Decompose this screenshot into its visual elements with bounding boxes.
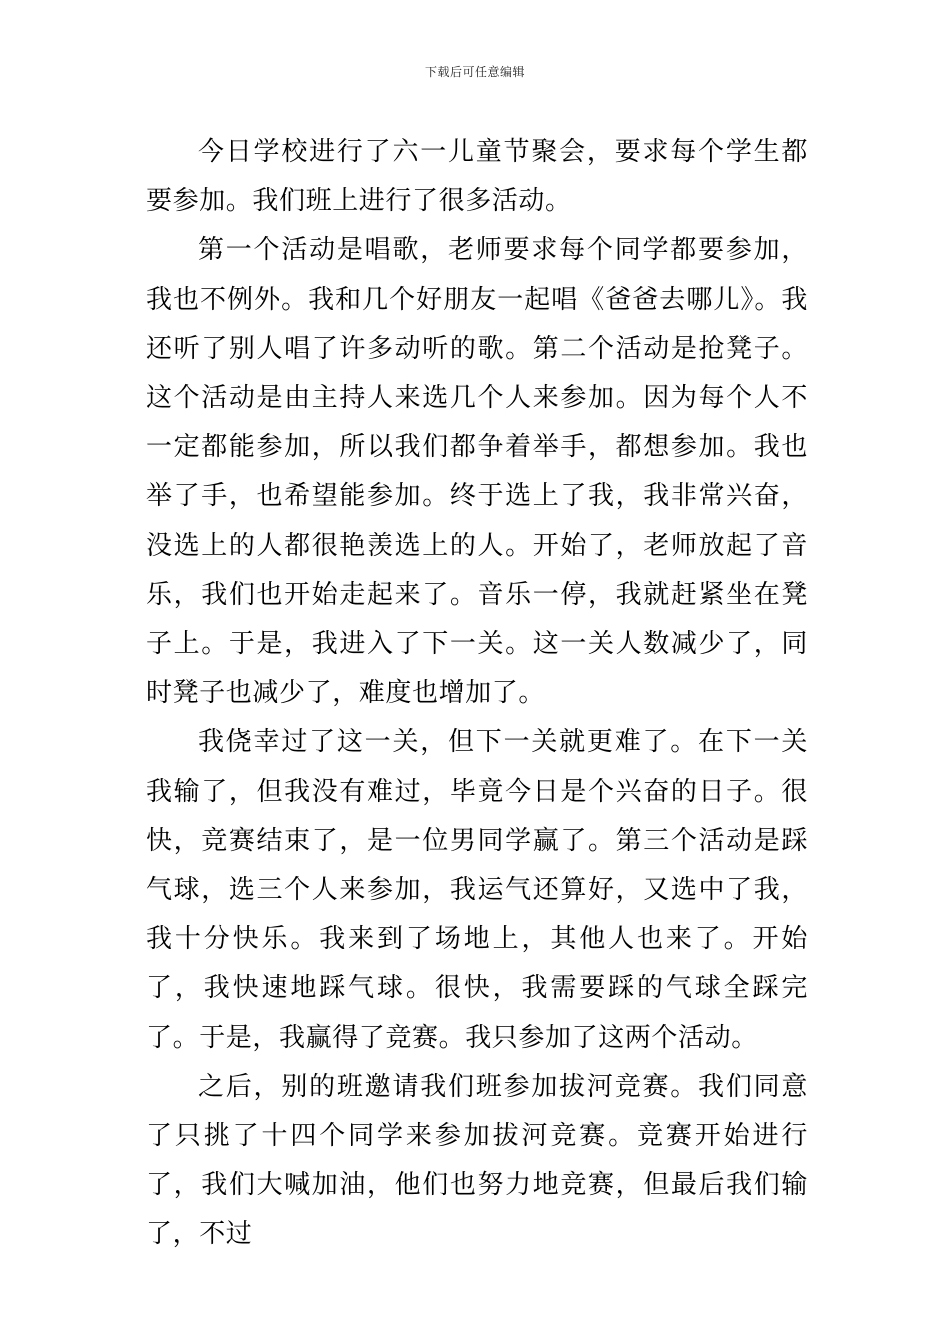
header-note: 下载后可任意编辑	[424, 65, 525, 79]
paragraph-1: 今日学校进行了六一儿童节聚会，要求每个学生都要参加。我们班上进行了很多活动。	[146, 137, 808, 217]
paragraph-2: 第一个活动是唱歌，老师要求每个同学都要参加，我也不例外。我和几个好朋友一起唱《爸爸去哪儿》。我还听了别人唱了许多动听的歌。第二个活动是抢凳子。这个活动是由主持人来选几个人来参加。因为每个人不一定都能参加，所以我们都争着举手，都想参加。我也举了手，也希望能参加。终于选上了我，我非常兴奋，没选上的人都很艳羡选上的人。开始了，老师放起了音乐，我们也开始走起来了。音乐一停，我就赶紧坐在凳子上。于是，我进入了下一关。这一关人数减少了，同时凳子也减少了，难度也增加了。	[146, 235, 808, 709]
body-text	[146, 128, 808, 1260]
paragraph-3: 我侥幸过了这一关，但下一关就更难了。在下一关我输了，但我没有难过，毕竟今日是个兴奋的日子。很快，竞赛结束了，是一位男同学赢了。第三个活动是踩气球，选三个人来参加，我运气还算好，又选中了我，我十分快乐。我来到了场地上，其他人也来了。开始了，我快速地踩气球。很快，我需要踩的气球全踩完了。于是，我赢得了竞赛。我只参加了这两个活动。	[146, 727, 808, 1053]
paragraph-4: 之后，别的班邀请我们班参加拔河竞赛。我们同意了只挑了十四个同学来参加拔河竞赛。竞赛开始进行了，我们大喊加油，他们也努力地竞赛，但最后我们输了，不过	[146, 1071, 808, 1250]
